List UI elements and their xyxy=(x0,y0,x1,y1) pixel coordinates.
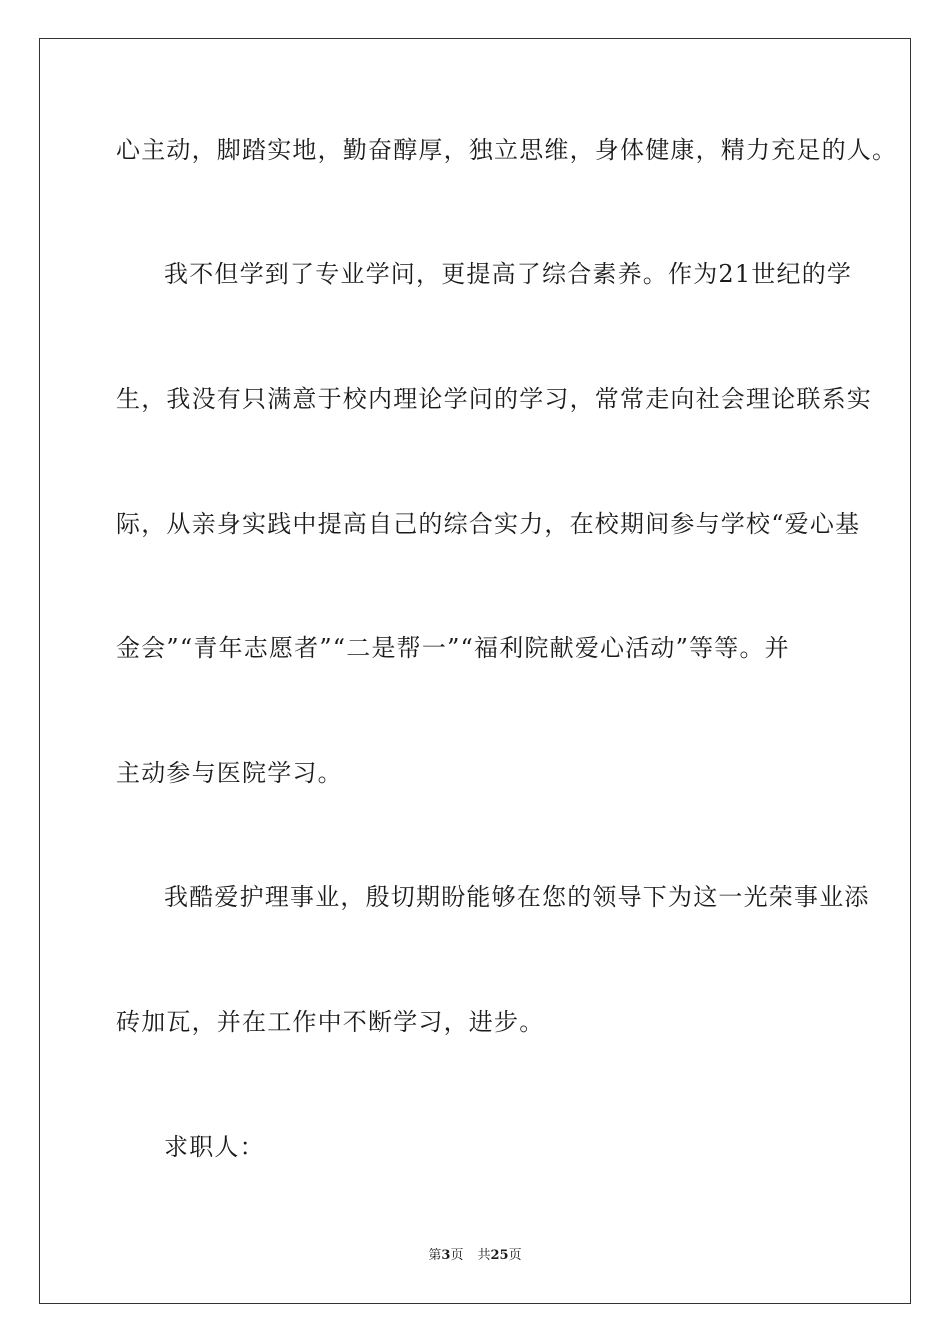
footer-page-prefix: 第 xyxy=(428,1248,442,1263)
body-line-3: 生，我没有只满意于校内理论学问的学习，常常走向社会理论联系实 xyxy=(116,385,872,413)
page-footer xyxy=(0,1247,950,1265)
footer-total-pages: 25 xyxy=(490,1248,509,1263)
body-line-7: 我酷爱护理事业，殷切期盼能够在您的领导下为这一光荣事业添 xyxy=(164,883,870,911)
body-line-2: 我不但学到了专业学问，更提高了综合素养。作为21世纪的学 xyxy=(164,260,853,288)
footer-page-number: 3 xyxy=(441,1248,451,1263)
body-line-5: 金会”“青年志愿者”“二是帮一”“福利院献爱心活动”等等。并 xyxy=(116,634,790,662)
signature-label: 求职人： xyxy=(164,1133,265,1161)
body-line-8: 砖加瓦，并在工作中不断学习，进步。 xyxy=(116,1008,545,1036)
footer-page-suffix: 页 xyxy=(450,1248,464,1263)
body-line-4: 际，从亲身实践中提高自己的综合实力，在校期间参与学校“爱心基 xyxy=(116,510,861,538)
page-border xyxy=(39,38,911,1304)
footer-total-suffix: 页 xyxy=(508,1248,522,1263)
footer-total-prefix: 共 xyxy=(477,1248,491,1263)
body-line-1: 心主动，脚踏实地，勤奋醇厚，独立思维，身体健康，精力充足的人。 xyxy=(116,136,898,164)
body-line-6: 主动参与医院学习。 xyxy=(116,759,343,787)
